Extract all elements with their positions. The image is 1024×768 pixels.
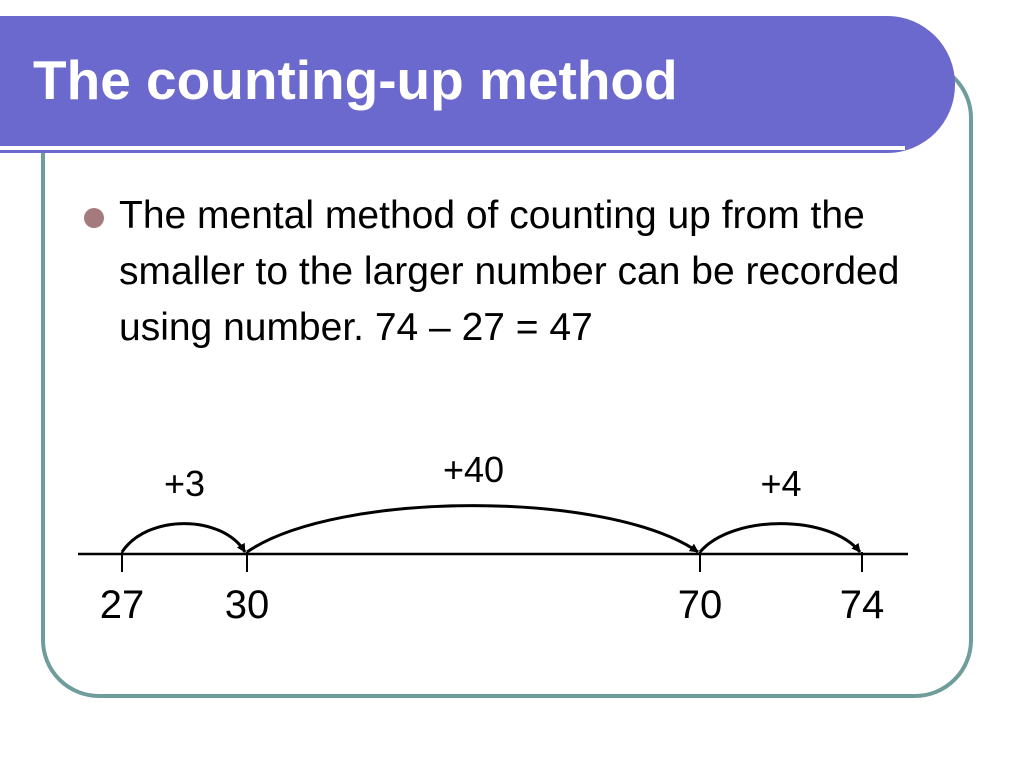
bullet-dot-icon xyxy=(84,208,104,228)
tick-label-30: 30 xyxy=(224,583,270,627)
jump-arrow-27-30 xyxy=(122,524,245,552)
jump-label-70-74: +4 xyxy=(760,463,802,504)
number-line-diagram xyxy=(60,455,930,640)
bullet-text: The mental method of counting up from the smaller to the larger number can be recorded using number. 74 – 27 = 47 xyxy=(119,194,900,349)
tick-label-74: 74 xyxy=(839,583,885,627)
jump-label-30-70: +40 xyxy=(442,455,505,490)
jump-arrow-30-70 xyxy=(247,506,698,552)
tick-label-27: 27 xyxy=(99,583,145,627)
tick-label-70: 70 xyxy=(677,583,723,627)
slide-title: The counting-up method xyxy=(33,49,678,111)
jump-label-27-30: +3 xyxy=(163,463,206,504)
jump-arrow-70-74 xyxy=(700,524,860,552)
title-underline xyxy=(0,146,905,150)
